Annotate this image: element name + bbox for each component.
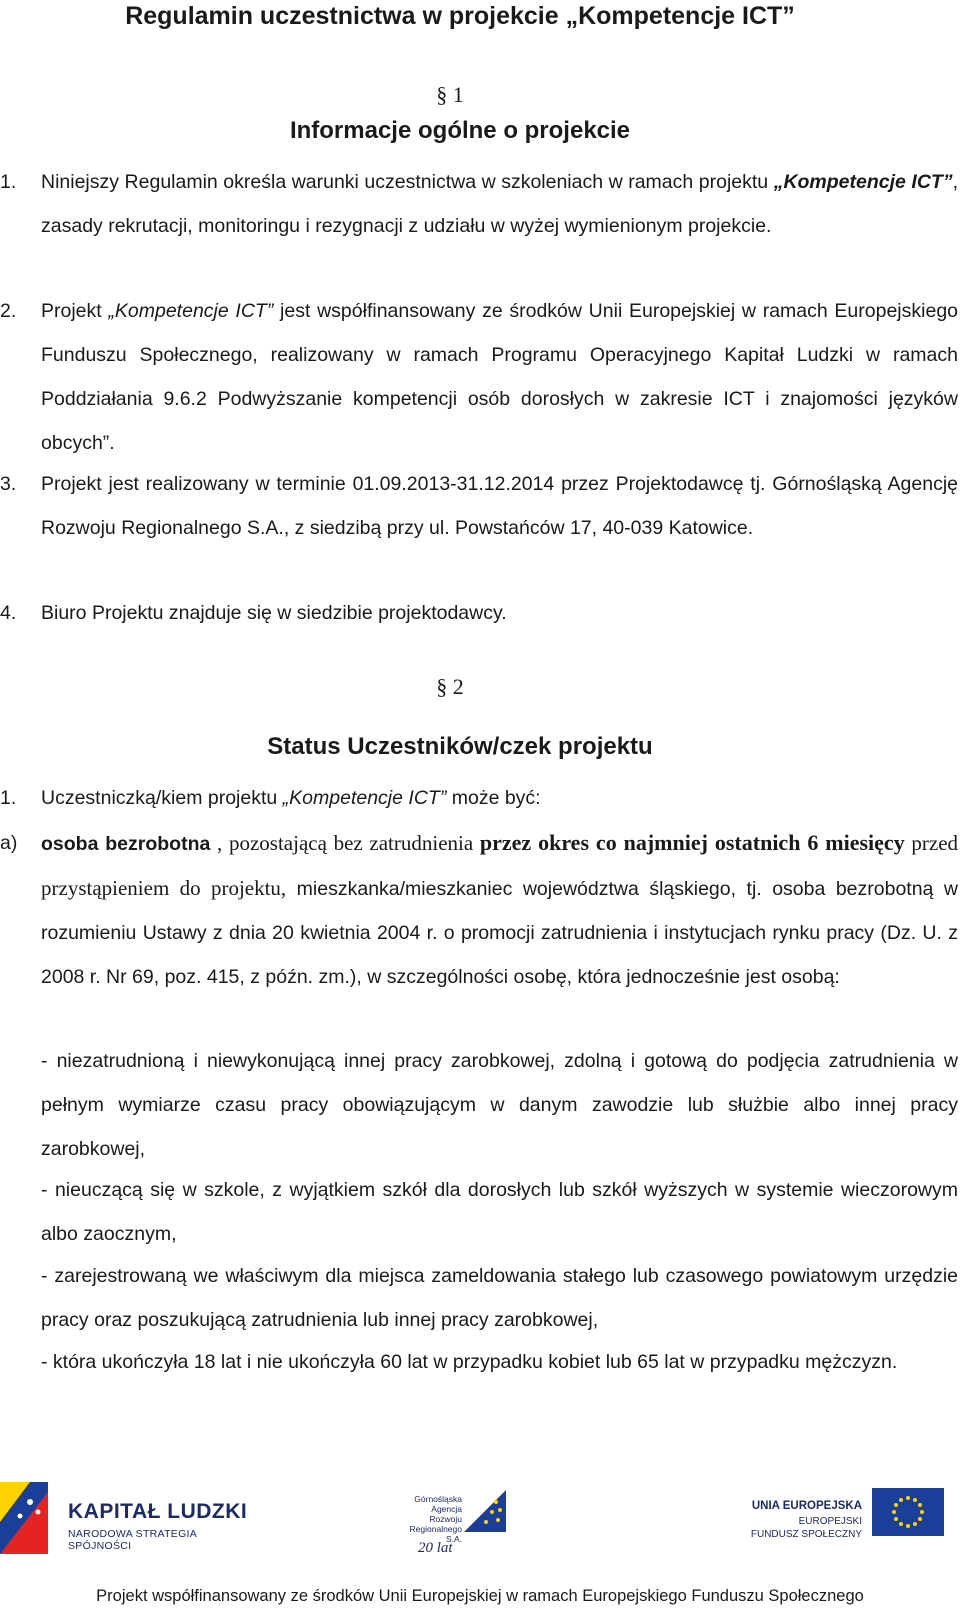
text-part: przed przystąpieniem do projektu,: [41, 831, 959, 900]
document-title: Regulamin uczestnictwa w projekcie „Kompetencje ICT”: [125, 2, 795, 30]
section-1-item-2: [0, 289, 958, 465]
item-letter: a): [0, 832, 18, 854]
criterion-4: - która ukończyła 18 lat i nie ukończyła 60 lat w przypadku kobiet lub 65 lat w przypadku mężczyzn.: [41, 1351, 898, 1373]
section-1-item-3: [0, 462, 958, 550]
eu-title: UNIA EUROPEJSKA: [751, 1500, 862, 1512]
project-name: „Kompetencje ICT”: [773, 171, 953, 193]
section-1-item-4: [0, 591, 958, 635]
logo-bar: [0, 1482, 960, 1578]
text-part: , pozostającą bez zatrudnienia: [210, 831, 480, 855]
text-part: Niniejszy Regulamin określa warunki uczestnictwa w szkoleniach w ramach projektu: [41, 171, 774, 193]
text-part: mieszkanka/mieszkaniec województwa śląskiego, tj. osoba bezrobotną w rozumieniu Ustawy z dnia 20 kwietnia 2004 r. o promocji zatrudnienia i instytucjach rynku pracy (Dz. U. z 2008 r. Nr 69, poz. 415, z późn. zm.), w szczególności osobę, która jednocześnie jest osobą:: [41, 878, 958, 988]
item-text: [41, 160, 958, 248]
item-text: [41, 821, 958, 999]
text-part: jest współfinansowany ze środków Unii Europejskiej w ramach Europejskiego Funduszu Społecznego, realizowany w ramach Programu Operacyjnego Kapitał Ludzki w ramach Poddziałania 9.6.2 Podwyższanie kompetencji osób dorosłych w zakresie ICT i znajomości języków obcych”.: [41, 300, 959, 454]
kapital-ludzki-subtitle: NARODOWA STRATEGIA SPÓJNOŚCI: [68, 1528, 197, 1552]
duration-requirement: przez okres co najmniej ostatnich 6 miesięcy: [479, 830, 905, 855]
status-term: osoba bezrobotna: [41, 833, 211, 855]
garr-stars-icon: [464, 1490, 506, 1532]
section-1-heading: Informacje ogólne o projekcie: [289, 117, 631, 144]
item-text: Biuro Projektu znajduje się w siedzibie projektodawcy.: [41, 602, 507, 624]
item-number: 1.: [0, 171, 17, 193]
text-part: , zasady rekrutacji, monitoringu i rezygnacji z udziału w wyżej wymienionym projekcie.: [41, 171, 958, 237]
section-2-heading: Status Uczestników/czek projektu: [267, 733, 653, 760]
section-2-item-1: [0, 776, 958, 820]
criterion-2: - nieuczącą się w szkole, z wyjątkiem szkół dla dorosłych lub szkół wyższych w systemie wieczorowym albo zaocznym,: [41, 1179, 958, 1245]
section-1-number: § 1: [436, 82, 464, 107]
item-text: [41, 776, 958, 820]
criterion-3: - zarejestrowaną we właściwym dla miejsca zameldowania stałego lub czasowego powiatowym urzędzie pracy oraz poszukującą zatrudnienia lub innej pracy zarobkowej,: [41, 1265, 958, 1331]
eu-logo: [750, 1482, 960, 1578]
text-part: Uczestniczką/kiem projektu: [41, 787, 283, 809]
section-1-item-1: [0, 160, 958, 248]
kapital-ludzki-emblem-icon: [0, 1482, 48, 1554]
item-number: 1.: [0, 787, 17, 809]
kapital-ludzki-title: KAPITAŁ LUDZKI: [68, 1500, 248, 1523]
item-text: Projekt jest realizowany w terminie 01.09.2013-31.12.2014 przez Projektodawcę tj. Górnośląską Agencję Rozwoju Regionalnego S.A., z siedzibą przy ul. Powstańców 17, 40-039 Katowice.: [41, 473, 958, 539]
item-number: 2.: [0, 300, 17, 322]
footer-cofinancing-note: Projekt współfinansowany ze środków Unii Europejskiej w ramach Europejskiego Funduszu Społecznego: [96, 1587, 864, 1605]
project-name: „Kompetencje ICT”: [282, 787, 447, 809]
garr-line: Agencja Rozwoju: [429, 1504, 462, 1524]
project-name: „Kompetencje ICT”: [108, 300, 274, 322]
eu-fund-line-2: FUNDUSZ SPOŁECZNY: [750, 1529, 862, 1540]
kapital-ludzki-logo: [0, 1482, 260, 1578]
criterion-1: - niezatrudnioną i niewykonującą innej pracy zarobkowej, zdolną i gotową do podjęcia zatrudnienia w pełnym wymiarze czasu pracy obowiązującym w danym zawodzie lub służbie albo innej pracy zarobkowej,: [41, 1050, 958, 1160]
garr-line: Regionalnego S.A.: [409, 1524, 462, 1544]
eu-fund-line-1: EUROPEJSKI: [798, 1516, 862, 1527]
eu-flag-icon: [872, 1488, 944, 1536]
item-text: [41, 289, 958, 465]
garr-logo: [400, 1486, 510, 1568]
garr-anniversary-badge: 20 lat: [418, 1540, 453, 1556]
item-number: 4.: [0, 602, 17, 624]
text-part: może być:: [446, 787, 541, 809]
garr-line: Górnośląska: [414, 1494, 462, 1504]
text-part: Projekt: [41, 300, 109, 322]
item-number: 3.: [0, 473, 17, 495]
section-2-number: § 2: [436, 674, 464, 699]
garr-name: [400, 1494, 462, 1544]
section-2-item-a: [0, 821, 958, 999]
